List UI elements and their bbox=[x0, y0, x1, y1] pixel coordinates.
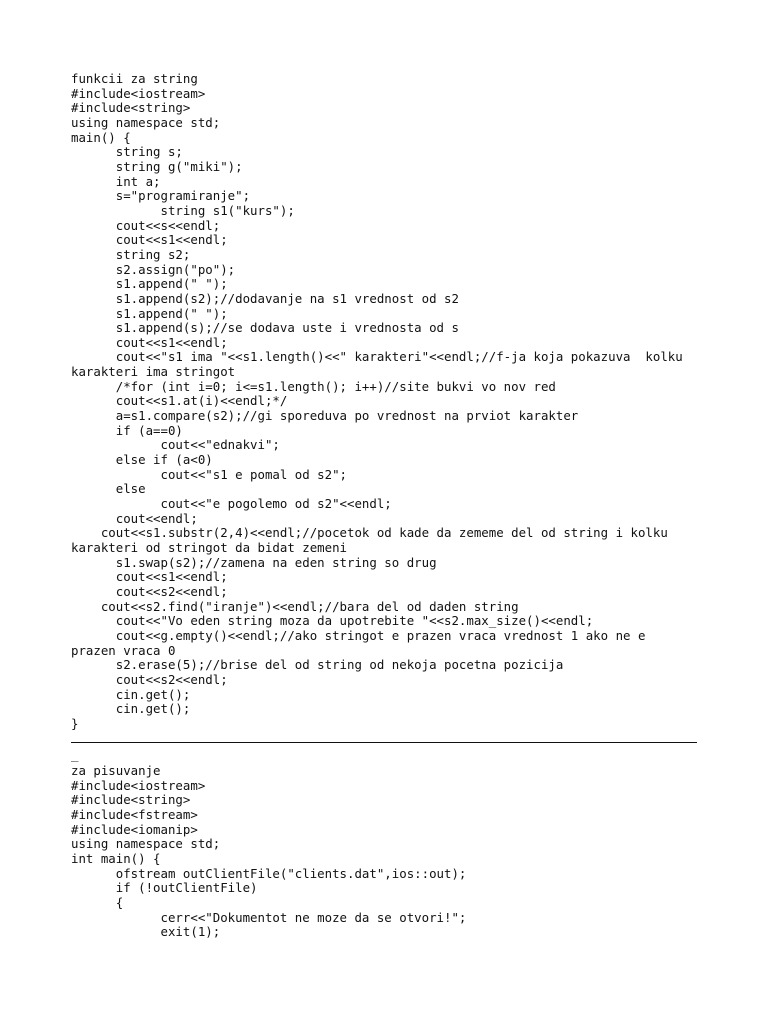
separator-tail-text: _ bbox=[71, 747, 79, 762]
code-line: exit(1); bbox=[71, 924, 221, 940]
code-line: cout<<s<<endl; bbox=[71, 217, 221, 233]
code-line: if (a==0) bbox=[71, 422, 183, 438]
code-line: karakteri ima stringot bbox=[71, 364, 236, 380]
code-line: int a; bbox=[71, 173, 161, 189]
code-line: #include<string> bbox=[71, 100, 191, 116]
code-line: s1.append(" "); bbox=[71, 276, 228, 292]
code-line: string s1("kurs"); bbox=[71, 202, 295, 218]
code-line: cout<<"s1 e pomal od s2"; bbox=[71, 466, 348, 482]
code-line: s2.erase(5);//brise del od string od nekoja pocetna pozicija bbox=[71, 657, 564, 673]
code-line: s1.swap(s2);//zamena na eden string so drug bbox=[71, 554, 437, 570]
code-line: cout<<"Vo eden string moza da upotrebite "<<s2.max_size()<<endl; bbox=[71, 613, 594, 629]
code-line: cout<<s1<<endl; bbox=[71, 569, 228, 585]
code-line: za pisuvanje bbox=[71, 763, 161, 778]
code-line: string g("miki"); bbox=[71, 158, 243, 174]
code-line: cout<<s1<<endl; bbox=[71, 334, 228, 350]
code-line: cin.get(); bbox=[71, 701, 191, 717]
code-line: using namespace std; bbox=[71, 836, 221, 852]
code-line: s1.append(s2);//dodavanje na s1 vrednost od s2 bbox=[71, 290, 459, 306]
code-line: a=s1.compare(s2);//gi sporeduva po vrednost na prviot karakter bbox=[71, 408, 579, 424]
code-line: cin.get(); bbox=[71, 686, 191, 702]
code-line: /*for (int i=0; i<=s1.length(); i++)//site bukvi vo nov red bbox=[71, 378, 556, 394]
code-line: cerr<<"Dokumentot ne moze da se otvori!"; bbox=[71, 909, 467, 925]
code-section-file-writing bbox=[71, 764, 466, 940]
horizontal-separator bbox=[71, 742, 697, 743]
code-line: int main() { bbox=[71, 850, 161, 866]
code-line: funkcii za string bbox=[71, 71, 198, 86]
code-line: cout<<s1.at(i)<<endl;*/ bbox=[71, 393, 288, 409]
code-line: main() { bbox=[71, 129, 131, 145]
code-line: cout<<s2<<endl; bbox=[71, 583, 228, 599]
code-line: } bbox=[71, 715, 79, 731]
code-line: using namespace std; bbox=[71, 114, 221, 130]
code-line: cout<<g.empty()<<endl;//ako stringot e prazen vraca vrednost 1 ako ne e bbox=[71, 627, 646, 643]
code-line: cout<<"e pogolemo od s2"<<endl; bbox=[71, 496, 392, 512]
code-line: cout<<"ednakvi"; bbox=[71, 437, 280, 453]
code-line: ofstream outClientFile("clients.dat",ios::out); bbox=[71, 865, 467, 881]
code-line: cout<<s1<<endl; bbox=[71, 232, 228, 248]
code-line: if (!outClientFile) bbox=[71, 880, 258, 896]
code-line: { bbox=[71, 894, 124, 910]
code-line: cout<<endl; bbox=[71, 510, 198, 526]
code-line: cout<<s2<<endl; bbox=[71, 671, 228, 687]
code-line: #include<fstream> bbox=[71, 806, 198, 822]
code-line: string s2; bbox=[71, 246, 191, 262]
code-line: cout<<"s1 ima "<<s1.length()<<" karakteri"<<endl;//f-ja koja pokazuva kolku bbox=[71, 349, 683, 365]
code-line: else if (a<0) bbox=[71, 452, 213, 468]
code-line: prazen vraca 0 bbox=[71, 642, 176, 658]
code-line: s2.assign("po"); bbox=[71, 261, 236, 277]
code-line: #include<string> bbox=[71, 792, 191, 808]
code-section-string-functions bbox=[71, 72, 683, 732]
code-line: cout<<s2.find("iranje")<<endl;//bara del od daden string bbox=[71, 598, 519, 614]
code-line: karakteri od stringot da bidat zemeni bbox=[71, 540, 348, 555]
code-line: s="programiranje"; bbox=[71, 188, 251, 204]
code-line: cout<<s1.substr(2,4)<<endl;//pocetok od kade da zememe del od string i kolku bbox=[71, 525, 668, 541]
code-line: string s; bbox=[71, 144, 183, 160]
code-line: #include<iostream> bbox=[71, 85, 206, 101]
code-line: s1.append(s);//se dodava uste i vrednosta od s bbox=[71, 320, 459, 336]
code-line: else bbox=[71, 481, 146, 497]
code-line: s1.append(" "); bbox=[71, 305, 228, 321]
code-line: #include<iomanip> bbox=[71, 821, 198, 837]
code-line: #include<iostream> bbox=[71, 777, 206, 793]
